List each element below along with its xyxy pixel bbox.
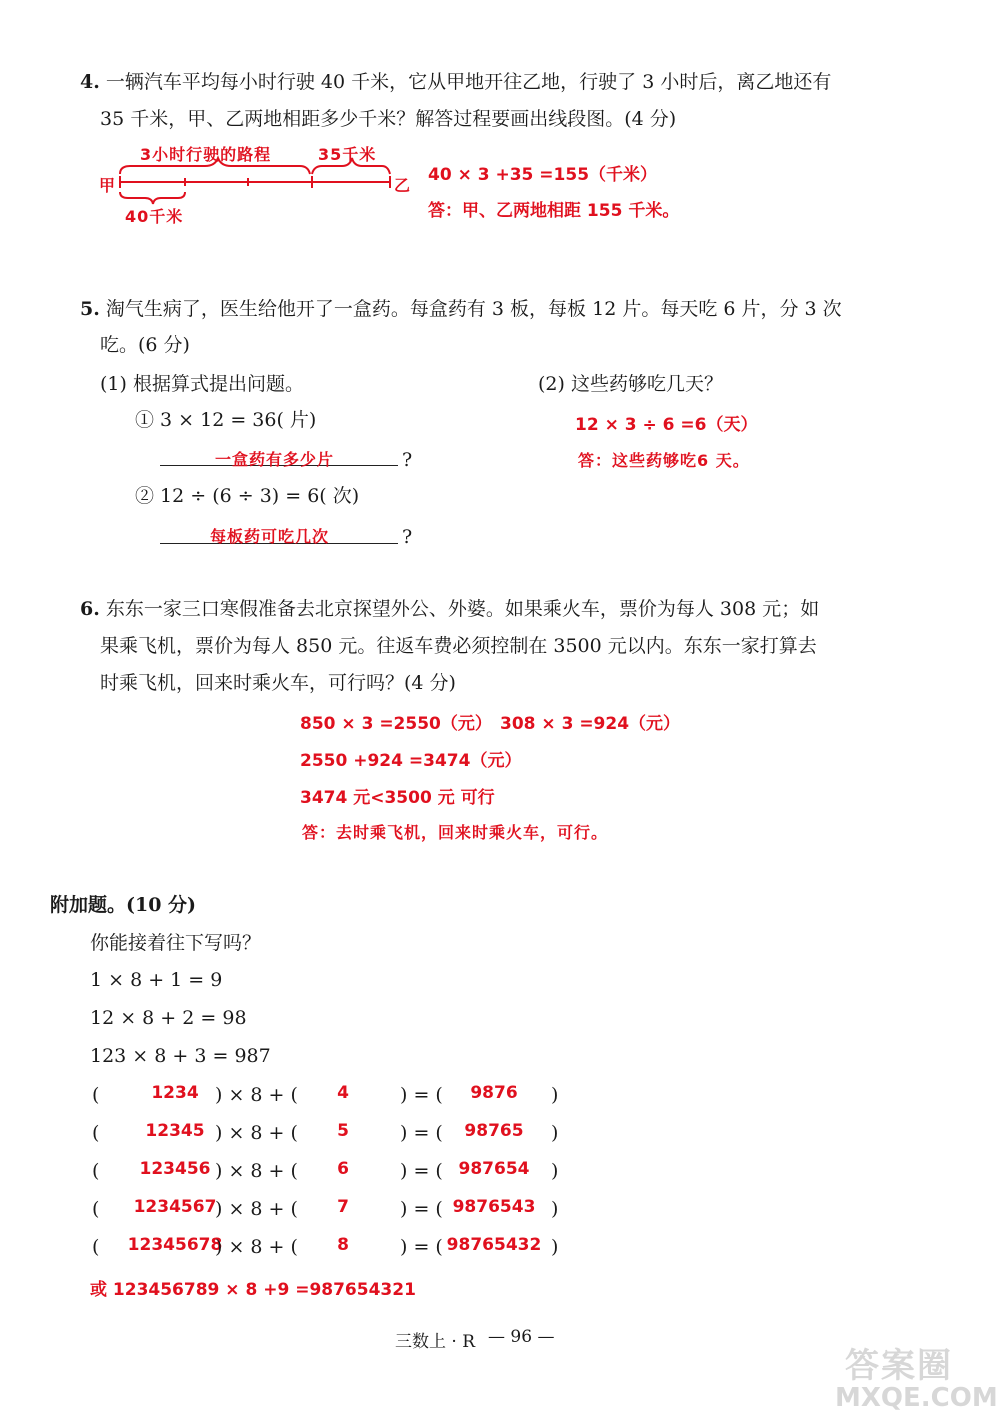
bonus-row-open-paren: ( — [92, 1084, 100, 1106]
bonus-row-answer-c: 987654 — [458, 1159, 530, 1179]
q6-calc1b: 308 × 3 =924（元） — [500, 714, 681, 734]
bonus-row-answer-c: 9876543 — [452, 1197, 536, 1217]
bonus-row-equals: ) = ( — [400, 1122, 443, 1144]
bonus-row-answer-b: 6 — [337, 1159, 349, 1179]
watermark-logo: 答案圈 — [845, 1346, 953, 1386]
q4-text-line1: 一辆汽车平均每小时行驶 40 千米，它从甲地开往乙地，行驶了 3 小时后，离乙地还有 — [105, 71, 832, 93]
bonus-row-answer-a: 1234 — [151, 1083, 199, 1103]
q6-calc1a: 850 × 3 =2550（元） — [300, 714, 492, 734]
q5-number: 5. — [80, 298, 100, 320]
bonus-row-open-paren: ( — [92, 1198, 100, 1220]
q5-part2-calc: 12 × 3 ÷ 6 =6（天） — [575, 415, 758, 435]
footer-label: 三数上 · R — [395, 1332, 476, 1352]
q4-label-3-hours: 3小时行驶的路程 — [140, 145, 272, 164]
bonus-row-open-paren: ( — [92, 1236, 100, 1258]
q4-line2: 35 千米，甲、乙两地相距多少千米？解答过程要画出线段图。(4 分) — [100, 108, 677, 130]
bonus-row-times-8-plus: ) × 8 + ( — [215, 1160, 298, 1182]
q4-bottom-brace — [120, 192, 185, 204]
q6-number: 6. — [80, 598, 100, 620]
bonus-title: 附加题。(10 分) — [50, 894, 197, 916]
bonus-row-close-paren: ) — [551, 1236, 559, 1258]
bonus-given-2: 12 × 8 + 2 = 98 — [90, 1007, 247, 1029]
bonus-row-times-8-plus: ) × 8 + ( — [215, 1198, 298, 1220]
q4-label-yi: 乙 — [394, 176, 412, 195]
bonus-given-3: 123 × 8 + 3 = 987 — [90, 1045, 271, 1067]
footer-page-number: — 96 — — [488, 1327, 555, 1347]
q6-line3: 时乘飞机，回来时乘火车，可行吗？(4 分) — [100, 672, 456, 694]
q5-line2: 吃。(6 分) — [100, 334, 190, 356]
q5-ans2: 每板药可吃几次 — [210, 527, 330, 546]
q6-calc3: 3474 元<3500 元 可行 — [300, 788, 495, 808]
watermark-url: MXQE.COM — [835, 1383, 998, 1413]
q4-answer-calc: 40 × 3 +35 =155（千米） — [428, 165, 658, 185]
q4-number: 4. — [80, 71, 100, 93]
q5-eq1: ① 3 × 12 = 36( 片) — [135, 409, 317, 431]
q5-text-line1: 淘气生病了，医生给他开了一盒药。每盒药有 3 板，每板 12 片。每天吃 6 片，分 3 次 — [105, 298, 842, 320]
bonus-row-equals: ) = ( — [400, 1084, 443, 1106]
bonus-row-answer-a: 12345 — [145, 1121, 205, 1141]
bonus-prompt: 你能接着往下写吗？ — [90, 932, 262, 954]
bonus-row-close-paren: ) — [551, 1160, 559, 1182]
bonus-row-open-paren: ( — [92, 1122, 100, 1144]
bonus-row-answer-b: 4 — [337, 1083, 349, 1103]
q5-eq2: ② 12 ÷ (6 ÷ 3) = 6( 次) — [135, 485, 360, 507]
bonus-row-times-8-plus: ) × 8 + ( — [215, 1122, 298, 1144]
bonus-row-equals: ) = ( — [400, 1160, 443, 1182]
bonus-extra: 或 123456789 × 8 +9 =987654321 — [90, 1280, 416, 1300]
bonus-row-close-paren: ) — [551, 1122, 559, 1144]
q6-answer: 答：去时乘飞机，回来时乘火车，可行。 — [302, 823, 609, 842]
q4-label-40km: 40千米 — [125, 207, 184, 226]
q6-line1 — [80, 597, 819, 621]
q4-line1 — [80, 70, 831, 94]
bonus-row-answer-c: 98765 — [464, 1121, 524, 1141]
q5-ans2-qmark: ? — [402, 526, 413, 548]
bonus-row-close-paren: ) — [551, 1198, 559, 1220]
q4-answer-text: 答：甲、乙两地相距 155 千米。 — [428, 201, 680, 221]
q6-text-line1: 东东一家三口寒假准备去北京探望外公、外婆。如果乘火车，票价为每人 308 元；如 — [105, 598, 820, 620]
q5-part1-title: (1) 根据算式提出问题。 — [100, 373, 304, 395]
bonus-row-answer-b: 5 — [337, 1121, 349, 1141]
bonus-row-answer-a: 123456 — [139, 1159, 211, 1179]
bonus-row-answer-b: 7 — [337, 1197, 349, 1217]
q5-line1 — [80, 297, 842, 321]
q6-line2: 果乘飞机，票价为每人 850 元。往返车费必须控制在 3500 元以内。东东一家打算去 — [100, 635, 817, 657]
q5-part2-title: (2) 这些药够吃几天？ — [538, 373, 723, 395]
bonus-given-1: 1 × 8 + 1 = 9 — [90, 969, 223, 991]
bonus-row-times-8-plus: ) × 8 + ( — [215, 1084, 298, 1106]
bonus-row-close-paren: ) — [551, 1084, 559, 1106]
bonus-row-equals: ) = ( — [400, 1236, 443, 1258]
bonus-row-answer-c: 9876 — [470, 1083, 518, 1103]
bonus-row-equals: ) = ( — [400, 1198, 443, 1220]
bonus-row-open-paren: ( — [92, 1160, 100, 1182]
q5-ans1: 一盒药有多少片 — [215, 450, 335, 469]
q4-label-35km: 35千米 — [318, 145, 377, 164]
q6-calc2: 2550 +924 =3474（元） — [300, 751, 522, 771]
q5-ans1-qmark: ? — [402, 449, 413, 471]
bonus-row-answer-a: 1234567 — [133, 1197, 217, 1217]
bonus-row-answer-a: 12345678 — [127, 1235, 223, 1255]
bonus-row-times-8-plus: ) × 8 + ( — [215, 1236, 298, 1258]
q4-label-jia: 甲 — [99, 176, 117, 195]
bonus-row-answer-b: 8 — [337, 1235, 349, 1255]
bonus-row-answer-c: 98765432 — [446, 1235, 542, 1255]
q5-part2-answer: 答：这些药够吃6 天。 — [578, 451, 750, 470]
